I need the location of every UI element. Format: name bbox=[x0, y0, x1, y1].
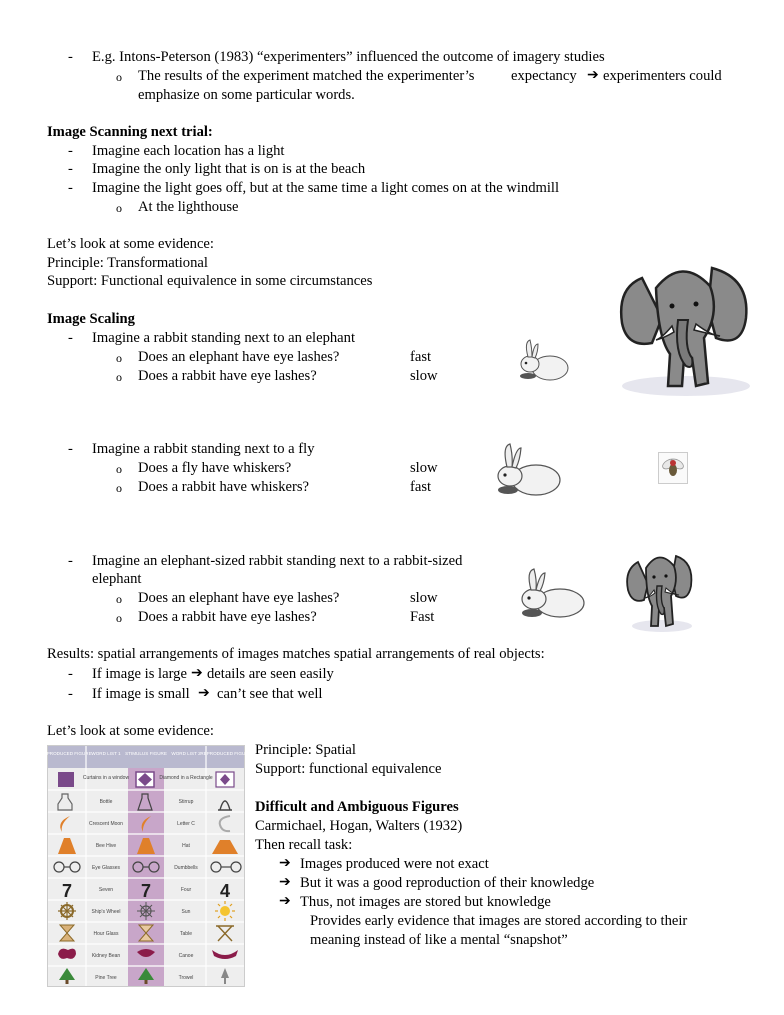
scanning-item-2: Imagine the only light that is on is at the beach bbox=[92, 161, 366, 177]
difficult-point-1: Images produced were not exact bbox=[300, 856, 489, 872]
word-list1-item: Eye Glasses bbox=[91, 865, 121, 871]
results-item1b: details are seen easily bbox=[207, 666, 334, 682]
circle-bullet: o bbox=[116, 611, 122, 625]
word-list1-item: Ship's Wheel bbox=[91, 909, 121, 915]
header-word-list-1: WORD LIST 1 bbox=[91, 751, 121, 756]
header-stimulus: STIMULUS FIGURE bbox=[125, 751, 167, 756]
intro-sub-line1a: The results of the experiment matched the experimenter’s bbox=[138, 68, 475, 84]
evidence2-line: Let’s look at some evidence: bbox=[47, 723, 214, 739]
difficult-point-2: But it was a good reproduction of their knowledge bbox=[300, 875, 595, 891]
carmichael-figure-table bbox=[40, 745, 252, 987]
scaling-group2-q2: Does a rabbit have whiskers? bbox=[138, 479, 310, 495]
scaling-group2-item: Imagine a rabbit standing next to a fly bbox=[92, 441, 315, 457]
fly-image bbox=[658, 452, 688, 484]
word-list2-item: Hat bbox=[182, 843, 190, 849]
right-arrow-icon: ➔ bbox=[191, 666, 203, 681]
elephant-small-image bbox=[624, 548, 694, 634]
scanning-item-1: Imagine each location has a light bbox=[92, 143, 285, 159]
word-list2-item: Four bbox=[180, 887, 192, 893]
scaling-group3-q1: Does an elephant have eye lashes? bbox=[138, 590, 340, 606]
dash-bullet: - bbox=[68, 666, 73, 682]
scaling-group1-item: Imagine a rabbit standing next to an elephant bbox=[92, 330, 356, 346]
word-list2-item: Table bbox=[180, 931, 192, 937]
elephant-large-image bbox=[612, 258, 752, 400]
intro-sub-line1c: experimenters could bbox=[603, 68, 722, 84]
difficult-heading: Difficult and Ambiguous Figures bbox=[255, 799, 459, 815]
word-list1-item: Seven bbox=[98, 887, 114, 893]
scaling-group3-a2: Fast bbox=[410, 609, 435, 625]
rabbit-small-image bbox=[516, 338, 572, 384]
header-reproduced-left: REPRODUCED FIGURE bbox=[40, 751, 92, 756]
word-list1-item: Kidney Bean bbox=[91, 953, 121, 959]
scaling-group3-q2: Does a rabbit have eye lashes? bbox=[138, 609, 317, 625]
rabbit-elephant-sized-image bbox=[516, 568, 590, 622]
word-list2-item: Canoe bbox=[178, 953, 194, 959]
evidence2-support: Support: functional equivalence bbox=[255, 761, 442, 777]
scaling-group3-a1: slow bbox=[410, 590, 438, 606]
scaling-group2-a2: fast bbox=[410, 479, 432, 495]
dash-bullet: - bbox=[68, 161, 73, 177]
right-arrow-icon: ➔ bbox=[279, 894, 291, 909]
right-arrow-icon: ➔ bbox=[198, 686, 210, 701]
intro-sub-line1b: expectancy bbox=[511, 68, 577, 84]
results-line: Results: spatial arrangements of images matches spatial arrangements of real objects: bbox=[47, 646, 545, 662]
word-list1-item: Curtains in a window bbox=[82, 775, 130, 781]
right-arrow-icon: ➔ bbox=[279, 875, 291, 890]
header-word-list-2: WORD LIST 2 bbox=[171, 751, 201, 756]
word-list2-item: Dumbbells bbox=[174, 865, 198, 871]
results-item1a: If image is large bbox=[92, 666, 187, 682]
evidence1-line1: Let’s look at some evidence: bbox=[47, 236, 214, 252]
scaling-group1-a1: fast bbox=[410, 349, 432, 365]
digit-four-reproduced: 4 bbox=[219, 881, 231, 901]
word-list1-item: Pine Tree bbox=[95, 975, 117, 981]
circle-bullet: o bbox=[116, 462, 122, 476]
dash-bullet: - bbox=[68, 441, 73, 457]
dash-bullet: - bbox=[68, 686, 73, 702]
results-item2b: can’t see that well bbox=[217, 686, 323, 702]
dash-bullet: - bbox=[68, 143, 73, 159]
dash-bullet: - bbox=[68, 330, 73, 346]
circle-bullet: o bbox=[116, 481, 122, 495]
header-reproduced-right: REPRODUCED FIGURE bbox=[200, 751, 252, 756]
word-list2-item: Letter C bbox=[177, 821, 195, 827]
sun-shape bbox=[215, 901, 235, 921]
difficult-point-3: Thus, not images are stored but knowledge bbox=[300, 894, 551, 910]
right-arrow-icon: ➔ bbox=[279, 856, 291, 871]
evidence1-line3: Support: Functional equivalence in some circumstances bbox=[47, 273, 373, 289]
scaling-group3-item-line2: elephant bbox=[92, 571, 142, 587]
dash-bullet: - bbox=[68, 49, 73, 65]
kidney-bean-shape bbox=[58, 949, 76, 959]
intro-sub-line2: emphasize on some particular words. bbox=[138, 87, 355, 103]
curtains-shape bbox=[58, 772, 74, 787]
scaling-group1-q1: Does an elephant have eye lashes? bbox=[138, 349, 340, 365]
word-list2-item: Trowel bbox=[178, 975, 194, 981]
circle-bullet: o bbox=[116, 370, 122, 384]
evidence2-principle: Principle: Spatial bbox=[255, 742, 356, 758]
difficult-task: Then recall task: bbox=[255, 837, 353, 853]
word-list2-item: Sun bbox=[181, 909, 191, 915]
circle-bullet: o bbox=[116, 201, 122, 215]
word-list2-item: Stirrup bbox=[178, 799, 194, 805]
word-list1-item: Bottle bbox=[99, 799, 113, 805]
digit-seven-reproduced: 7 bbox=[61, 881, 73, 901]
difficult-note-2: meaning instead of like a mental “snapshot” bbox=[310, 932, 568, 948]
circle-bullet: o bbox=[116, 351, 122, 365]
word-list2-item: Diamond in a Rectangle bbox=[159, 775, 213, 781]
word-list1-item: Bee Hive bbox=[95, 843, 117, 849]
scaling-group3-item-line1: Imagine an elephant-sized rabbit standing next to a rabbit-sized bbox=[92, 553, 463, 569]
scaling-group2-a1: slow bbox=[410, 460, 438, 476]
word-list1-item: Crescent Moon bbox=[89, 821, 123, 827]
evidence1-line2: Principle: Transformational bbox=[47, 255, 208, 271]
circle-bullet: o bbox=[116, 70, 122, 84]
scaling-heading: Image Scaling bbox=[47, 311, 135, 327]
dash-bullet: - bbox=[68, 180, 73, 196]
scaling-group2-q1: Does a fly have whiskers? bbox=[138, 460, 292, 476]
scanning-item-3: Imagine the light goes off, but at the same time a light comes on at the windmill bbox=[92, 180, 560, 196]
scaling-group1-a2: slow bbox=[410, 368, 438, 384]
results-item2a: If image is small bbox=[92, 686, 190, 702]
intro-bullet: E.g. Intons-Peterson (1983) “experimenters” influenced the outcome of imagery studies bbox=[92, 49, 605, 65]
scanning-heading: Image Scanning next trial: bbox=[47, 124, 213, 140]
rabbit-large-image bbox=[492, 442, 566, 500]
scaling-group1-q2: Does a rabbit have eye lashes? bbox=[138, 368, 317, 384]
difficult-note-1: Provides early evidence that images are stored according to their bbox=[310, 913, 688, 929]
circle-bullet: o bbox=[116, 592, 122, 606]
dash-bullet: - bbox=[68, 553, 73, 569]
scanning-sub: At the lighthouse bbox=[138, 199, 239, 215]
word-list1-item: Hour Glass bbox=[93, 931, 119, 937]
difficult-citation: Carmichael, Hogan, Walters (1932) bbox=[255, 818, 463, 834]
right-arrow-icon: ➔ bbox=[587, 68, 599, 83]
digit-seven-stimulus: 7 bbox=[140, 881, 152, 901]
